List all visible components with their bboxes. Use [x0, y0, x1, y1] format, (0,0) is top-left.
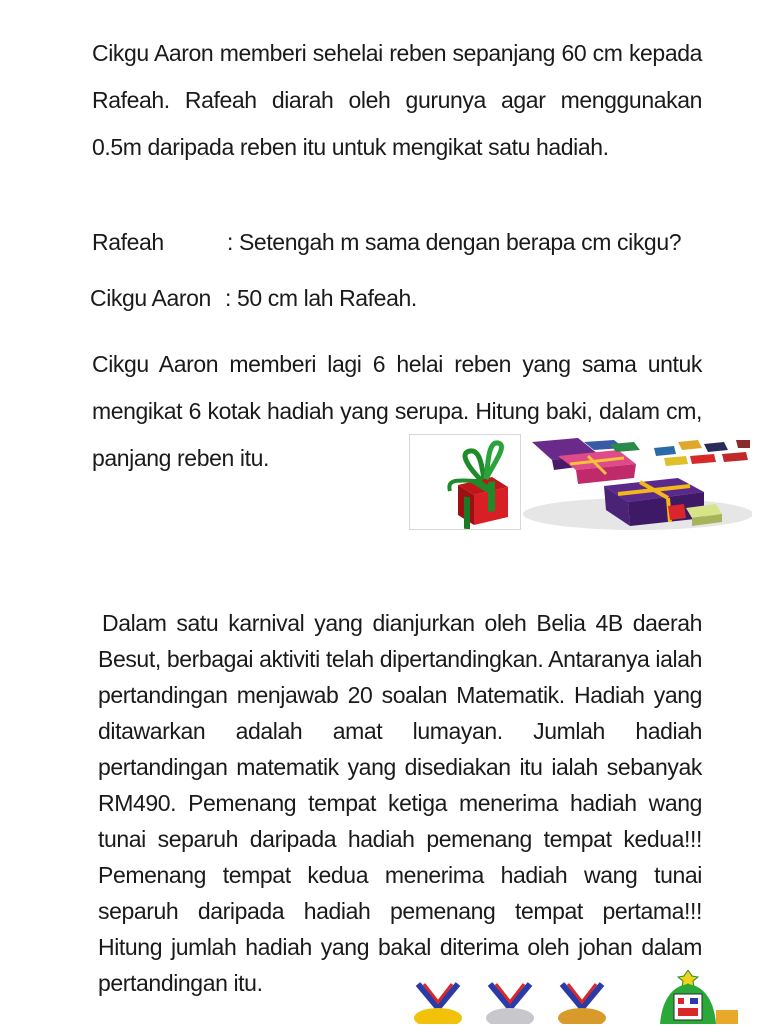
dialog-text: : 50 cm lah Rafeah.	[225, 285, 417, 311]
dialog-text: : Setengah m sama dengan berapa cm cikgu?	[227, 229, 682, 255]
problem2-paragraph: Dalam satu karnival yang dianjurkan oleh Belia 4B daerah Besut, berbagai aktiviti telah dipertandingkan. Antaranya ialah pertandingan menjawab 20 soalan Matematik. Hadiah yang ditawarkan adalah amat lumayan. Jumlah hadiah pertandingan matematik yang disediakan itu ialah sebanyak RM490. Pemenang tempat ketiga menerima hadiah wang tunai separuh daripada hadiah pemenang tempat kedua!!! Pemenang tempat kedua menerima hadiah wang tunai separuh daripada hadiah pemenang tempat pertama!!! Hitung jumlah hadiah yang bakal diterima oleh johan dalam pertandingan itu.	[98, 610, 702, 996]
dialog-line-rafeah	[92, 229, 681, 256]
medals-icon	[410, 976, 650, 1024]
problem1-paragraph1: Cikgu Aaron memberi sehelai reben sepanjang 60 cm kepada Rafeah. Rafeah diarah oleh gurunya agar menggunakan 0.5m daripada reben itu untuk mengikat satu hadiah.	[92, 40, 702, 160]
gift-pile-icon	[518, 434, 752, 530]
dialog-line-cikgu	[90, 285, 417, 312]
trophy-icon	[650, 970, 750, 1024]
dialog-speaker: Rafeah	[92, 229, 164, 255]
problem1-paragraph2: Cikgu Aaron memberi lagi 6 helai reben yang sama untuk mengikat 6 kotak hadiah yang serupa. Hitung baki, dalam cm, panjang reben itu.	[92, 351, 702, 471]
gift-box-icon	[409, 434, 521, 530]
dialog-speaker: Cikgu Aaron	[90, 285, 211, 311]
